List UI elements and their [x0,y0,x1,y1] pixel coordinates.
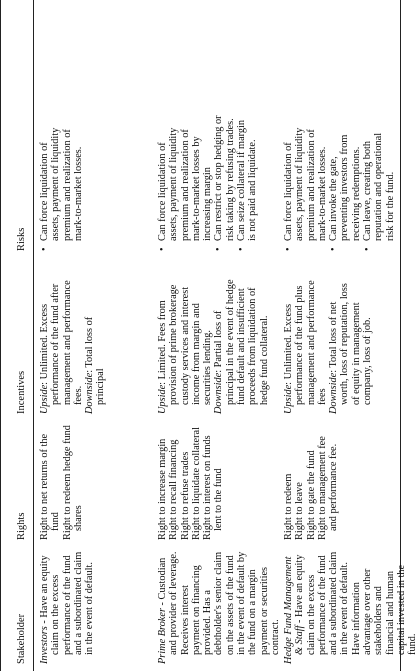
table-top-rule [0,0,1,671]
upside-label: Upside [283,384,294,414]
upside-label: Upside [157,384,168,414]
row-management-stakeholder [283,550,419,664]
row-investors-risks [39,115,84,251]
row-management-incentives [283,278,373,414]
row-management-risks [283,115,396,251]
rights-item: Right to net returns of the fund [39,433,62,540]
risk-bullet: • Can invoke the gate, preventing investors from receiving redemptions. [328,115,362,251]
row-investors-incentives [39,278,107,414]
risk-bullet: • Can leave, creating both reputation and operational risk for the fund. [362,115,396,251]
stakeholder-name: Investors [39,626,50,664]
stakeholder-name: Hedge Fund Management & Staff [283,556,306,664]
rights-item: Right to redeem [283,473,294,540]
downside-label: Downside [84,372,96,414]
risk-bullet: • Can force liquidation of assets, payment of liquidity premium and realization of mark-to-market losses. [39,115,84,251]
stakeholder-description: - Have an equity claim on the excess performance of the fund and a subordinated claim in the event of default. Have information advantage over other stakeholders and financial and human capital invested in the fund. [294,551,419,655]
stakeholder-description: - Have an equity claim on the excess performance of the fund and a subordinated claim in the event of default. [39,551,96,655]
row-investors-rights [39,422,84,540]
downside-text: : Total loss of net worth, loss of reputation, loss of equity in management company, loss of job. [328,283,374,405]
header-stakeholder: Stakeholder [16,613,27,664]
upside-text: : Unlimited. Excess performance of the fund after management and performance fees. [39,280,84,405]
rights-item: Right to refuse trades [179,451,191,540]
header-rights: Rights [16,512,27,540]
row-investors-stakeholder [39,550,95,664]
row-prime-broker-risks [157,115,259,251]
risk-bullet: • Can force liquidation of assets, payment of liquidity premium and realization of mark-to-market losses by increasing margin [157,115,213,251]
table-header-rule [33,0,34,671]
rights-item: Right to interest on funds lent to the fund [202,435,225,540]
row-prime-broker-incentives [157,278,270,414]
downside-text: : Partial loss of principal in the event of hedge fund default and insufficient proceeds from liquidation of hedge fund collateral. [213,279,270,405]
stakeholder-name: Prime Broker [157,608,168,664]
rights-item: Right to redeem hedge fund shares [61,425,84,540]
downside-label: Downside [328,372,340,414]
header-risks: Risks [16,227,27,251]
rights-item: Right to increase margin [157,438,168,540]
row-prime-broker-rights [157,422,225,540]
risk-bullet: • Can restrict or stop hedging or risk taking by refusing trades. [213,115,236,251]
upside-text: : Unlimited. Excess performance of the fund plus management and performance fees [283,280,328,405]
header-incentives: Incentives [16,370,27,414]
risk-bullet: • Can seize collateral if margin is not paid and liquidate. [236,115,259,251]
rights-item: Right to management fee and performance fee. [316,436,340,540]
row-management-rights [283,422,339,540]
downside-text: : Total loss of principal [84,316,107,405]
stakeholder-description: - Custodian and provider of leverage. Receives interest payment on financing provided. Has a debtholder's senior claim on the assets of the fund in the event of default by the fund on a margin payment or securities contract. [157,551,281,655]
row-prime-broker-stakeholder [157,550,281,664]
upside-label: Upside [39,384,50,414]
rights-item: Right to liquidate collateral [190,427,202,540]
rights-item: Right to leave [294,482,306,540]
upside-text: : Limited. Fees from provision of prime brokerage custody services and interest income from margin and securities lending. [157,284,214,405]
downside-label: Downside [213,372,225,414]
rights-item: Right to gate the fund [305,450,317,540]
risk-bullet: • Can force liquidation of assets, payment of liquidity premium and realization of mark-to-market losses. [283,115,328,251]
rights-item: Right to recall financing [168,439,180,540]
